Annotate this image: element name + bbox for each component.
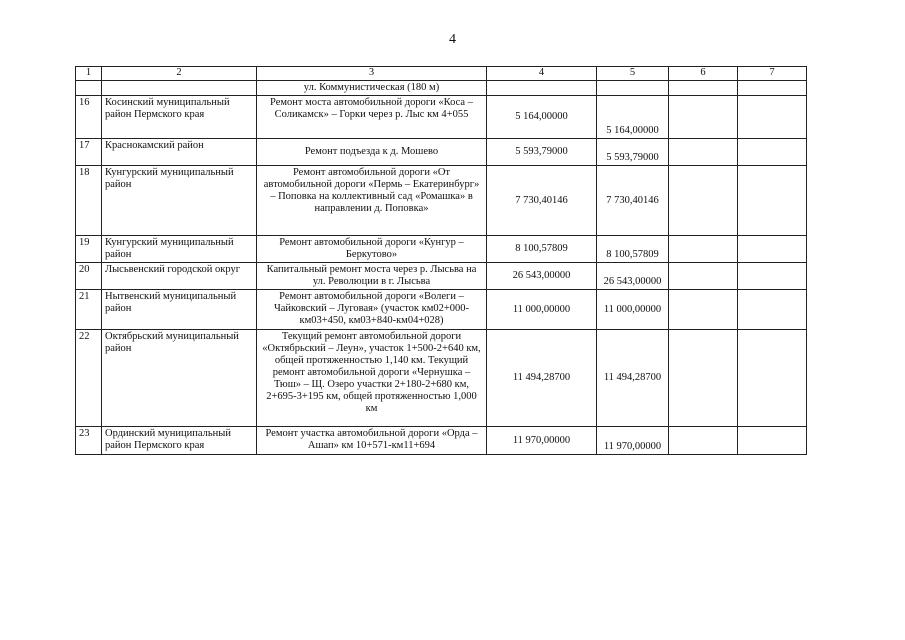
page-number: 4 [449,32,456,47]
empty-cell [738,263,807,290]
table-row [76,330,807,427]
work-description: Капитальный ремонт моста через р. Лысьва на ул. Революции в г. Лысьва [257,263,487,290]
table-row [76,139,807,166]
empty-cell [669,166,738,236]
column-header: 6 [669,67,738,81]
work-description: Ремонт участка автомобильной дороги «Орда – Ашап» км 10+571-км11+694 [257,427,487,455]
table-row [76,263,807,290]
row-number: 23 [76,427,102,455]
empty-cell [669,139,738,166]
empty-cell [738,166,807,236]
empty-cell [738,330,807,427]
table-row [76,236,807,263]
empty-cell [102,81,257,96]
amount-col4: 26 543,00000 [487,263,597,290]
amount-col5: 11 970,00000 [597,427,669,455]
column-header: 4 [487,67,597,81]
empty-cell [669,96,738,139]
empty-cell [738,96,807,139]
table-row [76,427,807,455]
empty-cell [738,236,807,263]
amount-col4: 8 100,57809 [487,236,597,263]
district-name: Краснокамский район [102,139,257,166]
row-number: 20 [76,263,102,290]
district-name: Кунгурский муниципальный район [102,166,257,236]
amount-col5: 11 494,28700 [597,330,669,427]
amount-col5: 8 100,57809 [597,236,669,263]
work-description: Текущий ремонт автомобильной дороги «Октябрьский – Леун», участок 1+500-2+640 км, общей протяженностью 1,140 км. Текущий ремонт автомобильной дороги «Чернушка – Тюш» – Щ. Озеро участки 2+180-2+680 км, 2+695-3+195 км, общей протяженностью 1,000 км [257,330,487,427]
district-name: Косинский муниципальный район Пермского края [102,96,257,139]
row-number: 21 [76,290,102,330]
empty-cell [669,427,738,455]
district-name: Кунгурский муниципальный район [102,236,257,263]
empty-cell [738,290,807,330]
amount-col4: 11 970,00000 [487,427,597,455]
amount-col4: 7 730,40146 [487,166,597,236]
amount-col4: 11 494,28700 [487,330,597,427]
work-description: Ремонт автомобильной дороги «Кунгур – Беркутово» [257,236,487,263]
continuation-description: ул. Коммунистическая (180 м) [257,81,487,96]
document-table [75,66,807,455]
empty-cell [669,263,738,290]
amount-col5: 5 164,00000 [597,96,669,139]
column-header: 2 [102,67,257,81]
header-row [76,67,807,81]
table-row [76,290,807,330]
empty-cell [738,81,807,96]
table-row [76,166,807,236]
amount-col5: 5 593,79000 [597,139,669,166]
work-description: Ремонт автомобильной дороги «Волеги – Чайковский – Луговая» (участок км02+000-км03+450, км03+840-км04+028) [257,290,487,330]
amount-col5: 26 543,00000 [597,263,669,290]
column-header: 1 [76,67,102,81]
district-name: Ординский муниципальный район Пермского края [102,427,257,455]
empty-cell [669,236,738,263]
column-header: 3 [257,67,487,81]
district-name: Октябрьский муниципальный район [102,330,257,427]
row-number: 17 [76,139,102,166]
row-number: 16 [76,96,102,139]
amount-col4: 5 164,00000 [487,96,597,139]
continuation-row [76,81,807,96]
empty-cell [669,290,738,330]
table-row [76,96,807,139]
empty-cell [487,81,597,96]
row-number: 22 [76,330,102,427]
amount-col5: 7 730,40146 [597,166,669,236]
column-header: 5 [597,67,669,81]
amount-col5: 11 000,00000 [597,290,669,330]
work-description: Ремонт моста автомобильной дороги «Коса – Соликамск» – Горки через р. Лыс км 4+055 [257,96,487,139]
empty-cell [738,139,807,166]
empty-cell [669,330,738,427]
district-name: Лысьвенский городской округ [102,263,257,290]
empty-cell [738,427,807,455]
empty-cell [76,81,102,96]
work-description: Ремонт автомобильной дороги «От автомобильной дороги «Пермь – Екатеринбург» – Поповка на коллективный сад «Ромашка» в направлении д. Поповка» [257,166,487,236]
empty-cell [597,81,669,96]
amount-col4: 5 593,79000 [487,139,597,166]
empty-cell [669,81,738,96]
row-number: 19 [76,236,102,263]
work-description: Ремонт подъезда к д. Мошево [257,139,487,166]
row-number: 18 [76,166,102,236]
district-name: Нытвенский муниципальный район [102,290,257,330]
column-header: 7 [738,67,807,81]
amount-col4: 11 000,00000 [487,290,597,330]
